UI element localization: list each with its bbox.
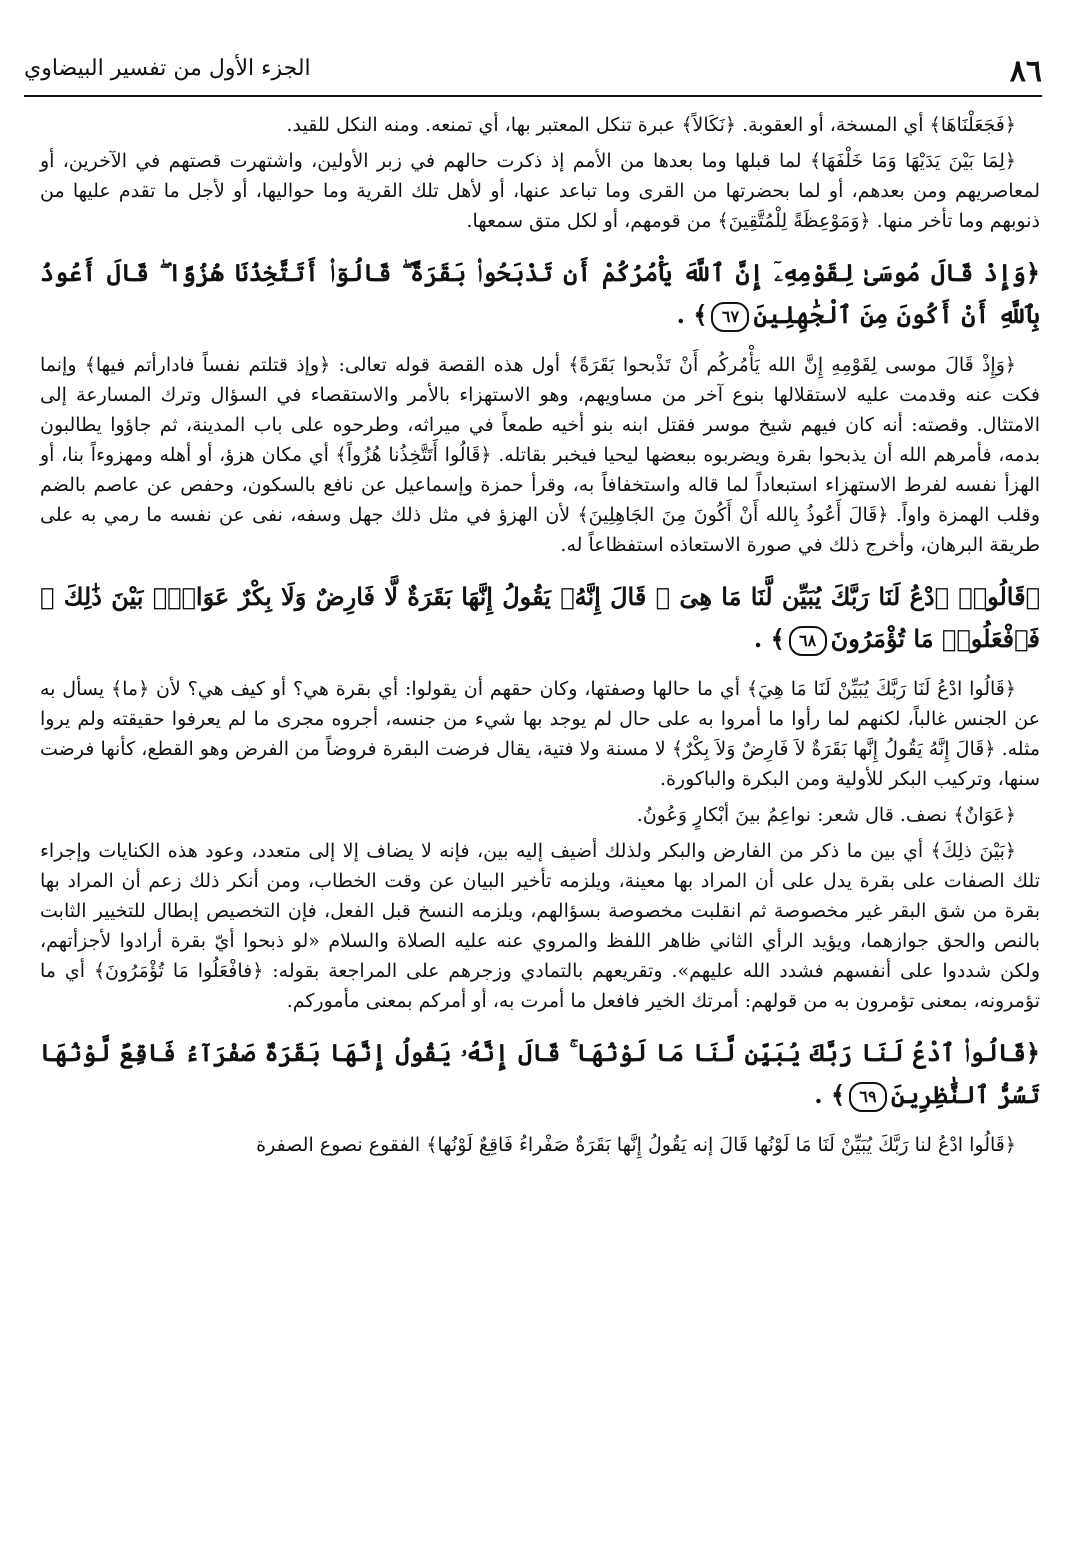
ayah-number: ٦٧: [711, 302, 749, 332]
ayah-number: ٦٩: [849, 1082, 887, 1112]
verse-close: ﴾ .: [753, 624, 785, 653]
running-title: الجزء الأول من تفسير البيضاوي: [24, 56, 311, 81]
paragraph: ﴿لِمَا بَيْنَ يَدَيْهَا وَمَا خَلْفَهَا﴾ لما قبلها وما بعدها من الأمم إذ ذكرت حالهم في زبر الأولين، واشتهرت قصتهم في الآخرين، أو لمعاصريهم ومن بعدهم، أو لما بحضرتها من القرى وما تباعد عنها، أو لأهل تلك القرية وما حواليها، أو لأجل ما تقدم عليها من ذنوبهم وما تأخر منها. ﴿وَمَوْعِظَةً لِلْمُتَّقِينَ﴾ من قومهم، أو لكل متق سمعها.: [40, 150, 1040, 232]
header-rule: [24, 95, 1042, 97]
quran-verse: [40, 1032, 1040, 1116]
verse-close: ﴾ .: [814, 1080, 846, 1109]
verse-close: ﴾ .: [676, 300, 708, 329]
paragraph: ﴿وَإِذْ قَالَ موسى لِقَوْمِهِ إِنَّ الله يَأْمُركُم أَنْ تَذْبحوا بَقَرَةً﴾ أول هذه القصة قوله تعالى: ﴿وإذ قتلتم نفساً فادارأتم فيها﴾ وإنما فكت عنه وقدمت عليه لاستقلالها بنوع آخر من مساويهم، وهو الاستهزاء بالأمر والاستقصاء في السؤال وترك المسارعة إلى الامتثال. وقصته: أنه كان فيهم شيخ موسر فقتل ابنه بنو أخيه طمعاً في ميراثه، وطرحوه على باب المدينة، ثم جاؤوا يطالبون بدمه، فأمرهم الله أن يذبحوا بقرة ويضربوه ببعضها ليحيا فيخبر بقاتله. ﴿قَالُوا أَتَتَّخِذُنا هُزُواً﴾ أي مكان هزؤ، أو أهله ومهزوءاً بنا، أو الهزأ نفسه لفرط الاستهزاء استبعاداً لما قاله واستخفافاً به، وقرأ حمزة وإسماعيل عن نافع بالسكون، وحفص عن عاصم بالضم وقلب الهمزة واواً. ﴿قَالَ أَعُوذُ بِالله أَنْ أَكُونَ مِنَ الجَاهِلِينَ﴾ لأن الهزؤ في مثل ذلك جهل وسفه، نفى عن نفسه ما رمي به على طريقة البرهان، وأخرج ذلك في صورة الاستعاذه استفظاعاً له.: [40, 354, 1040, 556]
page-header: [24, 50, 1042, 94]
verse-text: ﴿قَالُوا۟ ٱدْعُ لَنَا رَبَّكَ يُبَيِّن لَّنَا مَا هِىَ ۚ قَالَ إِنَّهُۥ يَقُولُ إِنَّهَا بَقَرَةٌ لَّا فَارِضٌ وَلَا بِكْرٌ عَوَانٌۢ بَيْنَ ذَٰلِكَ ۖ فَٱفْعَلُوا۟ مَا تُؤْمَرُونَ: [40, 582, 1040, 653]
verse-text: ﴿قَالُوا۟ ٱدْعُ لَنَا رَبَّكَ يُبَيِّن لَّنَا مَا لَوْنُهَا ۚ قَالَ إِنَّهُۥ يَقُولُ إِنَّهَا بَقَرَةٌ صَفْرَآءُ فَاقِعٌ لَّوْنُهَا تَسُرُّ ٱلنَّٰظِرِينَ: [40, 1038, 1040, 1109]
quran-verse: [40, 576, 1040, 660]
quran-verse: [40, 252, 1040, 336]
paragraph: ﴿عَوَانٌ﴾ نصف. قال شعر: نواعِمُ بينَ أبْكارٍ وَعُونُ.: [636, 804, 1016, 826]
ayah-number: ٦٨: [789, 626, 827, 656]
page-number: ٨٦: [1009, 54, 1042, 89]
paragraph: ﴿قَالُوا ادْعُ لَنَا رَبَّكَ يُبَيِّنْ لَنَا مَا هِيَ﴾ أي ما حالها وصفتها، وكان حقهم أن يقولوا: أي بقرة هي؟ أو كيف هي؟ لأن ﴿ما﴾ يسأل به عن الجنس غالباً، لكنهم لما رأوا ما أمروا به على حال لم يوجد بها شيء من جنسه، أجروه مجرى ما لم يعرفوا حقيقته ولم يروا مثله. ﴿قَالَ إِنَّهُ يَقُولُ إِنَّها بَقَرَةٌ لاَ فَارِضٌ وَلاَ بِكْرٌ﴾ لا مسنة ولا فتية، يقال فرضت البقرة فروضاً من الفرض وهو القطع، كأنها فرضت سنها، وتركيب البكر للأولية ومن البكرة والباكورة.: [40, 678, 1040, 790]
verse-text: ﴿وَإِذْ قَالَ مُوسَىٰ لِقَوْمِهِۦٓ إِنَّ ٱللَّهَ يَأْمُرُكُمْ أَن تَذْبَحُوا۟ بَقَرَةً ۖ قَالُوٓا۟ أَتَتَّخِذُنَا هُزُوًا ۖ قَالَ أَعُوذُ بِٱللَّهِ أَنْ أَكُونَ مِنَ ٱلْجَٰهِلِينَ: [40, 258, 1040, 329]
paragraph: ﴿قَالُوا ادْعُ لنا رَبَّكَ يُبَيِّنْ لَنَا مَا لَوْنُها قَالَ إنه يَقُولُ إِنَّها بَقَرَةٌ صَفْراءُ فَاقِعٌ لَوْنُها﴾ الفقوع نصوع الصفرة: [256, 1134, 1016, 1156]
paragraph: ﴿فَجَعَلْنَاهَا﴾ أي المسخة، أو العقوبة. ﴿نَكَالاً﴾ عبرة تنكل المعتبر بها، أي تمنعه. ومنه النكل للقيد.: [286, 114, 1016, 136]
page-body: [40, 110, 1040, 1166]
paragraph: ﴿بَيْنَ ذلِكَ﴾ أي بين ما ذكر من الفارض والبكر ولذلك أضيف إليه بين، فإنه لا يضاف إلا إلى متعدد، وعود هذه الكنايات وإجراء تلك الصفات على بقرة يدل على أن المراد بها معينة، ويلزمه تأخير البيان عن وقت الخطاب، ومن أنكر ذلك زعم أن المراد بها بقرة من شق البقر غير مخصوصة ثم انقلبت مخصوصة بسؤالهم، ويلزمه النسخ قبل الفعل، فإن التخصيص إبطال للتخيير الثابت بالنص والحق جوازهما، ويؤيد الرأي الثاني ظاهر اللفظ والمروي عنه عليه الصلاة والسلام «لو ذبحوا أيّ بقرة أرادوا لأجزأتهم، ولكن شددوا على أنفسهم فشدد الله عليهم». وتقريعهم بالتمادي وزجرهم على المراجعة بقوله: ﴿فافْعَلُوا مَا تُؤْمَرُونَ﴾ أي ما تؤمرونه، بمعنى تؤمرون به من قولهم: أمرتك الخير فافعل ما أمرت به، أو أمركم بمعنى مأموركم.: [40, 840, 1040, 1012]
